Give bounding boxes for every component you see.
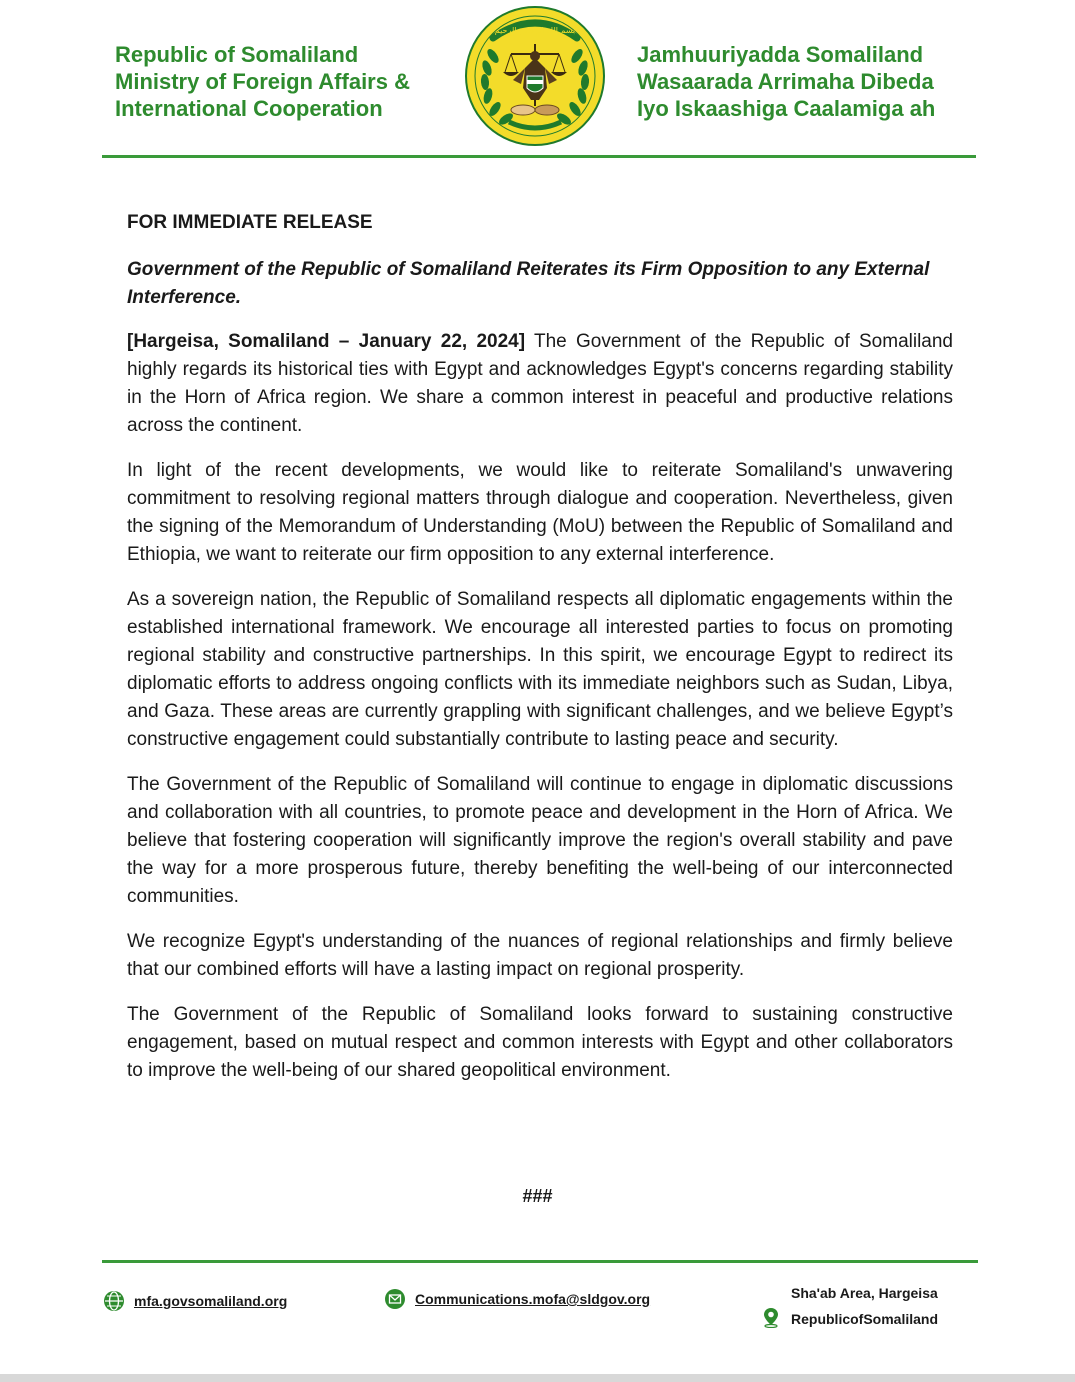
letterhead-english-line-2: Ministry of Foreign Affairs & xyxy=(115,69,410,94)
location-pin-icon xyxy=(760,1306,782,1328)
paragraph-6: The Government of the Republic of Somaliland looks forward to sustaining constructive engagement, based on mutual respect and common interests with Egypt and other collaborators to improve the well-being of our shared geopolitical environment. xyxy=(127,1004,953,1081)
address-line-2: RepublicofSomaliland xyxy=(791,1311,939,1327)
page-bottom-edge xyxy=(0,1374,1075,1382)
letterhead-english-line-1: Republic of Somaliland xyxy=(115,42,359,67)
seal-script: بسم الله الرحمن الرحيم xyxy=(494,26,576,35)
footer-address xyxy=(760,1280,938,1332)
paragraph-5: We recognize Egypt's understanding of the nuances of regional relationships and firmly believe that our combined efforts will have a lasting impact on regional prosperity. xyxy=(127,931,953,980)
paragraph-2: In light of the recent developments, we would like to reiterate Somaliland's unwavering commitment to resolving regional matters through dialogue and cooperation. Nevertheless, given the signing of the Memorandum of Understanding (MoU) between the Republic of Somaliland and Ethiopia, we want to reiterate our firm opposition to any external interference. xyxy=(127,460,953,565)
dateline: [Hargeisa, Somaliland – January 22, 2024] xyxy=(127,331,526,352)
paragraph-1-text: The Government of the Republic of Somaliland highly regards its historical ties with Egypt and acknowledges Egypt's concerns regarding stability in the Horn of Africa region. We share a common interest in peaceful and productive relations across the continent. xyxy=(127,331,953,436)
letterhead xyxy=(0,0,1075,160)
paragraph-4: The Government of the Republic of Somaliland will continue to engage in diplomatic discussions and collaboration with all countries, to promote peace and development in the Horn of Africa. We believe that fostering cooperation will significantly improve the region's overall stability and pave the way for a more prosperous future, thereby benefiting the well-being of our interconnected communities. xyxy=(127,774,953,907)
release-label: FOR IMMEDIATE RELEASE xyxy=(127,212,373,233)
envelope-icon xyxy=(384,1288,406,1310)
globe-icon xyxy=(103,1290,125,1312)
press-release-body xyxy=(127,210,953,1102)
letterhead-somali-line-1: Jamhuuriyadda Somaliland xyxy=(637,42,924,67)
letterhead-somali-line-3: Iyo Iskaashiga Caalamiga ah xyxy=(637,96,936,121)
letterhead-english xyxy=(115,41,410,122)
paragraph-1 xyxy=(127,328,953,440)
address-lines xyxy=(791,1280,938,1332)
footer-email[interactable] xyxy=(384,1288,650,1310)
website-link[interactable]: mfa.govsomaliland.org xyxy=(134,1293,288,1309)
letterhead-english-line-3: International Cooperation xyxy=(115,96,383,121)
address-line-1: Sha'ab Area, Hargeisa xyxy=(791,1285,938,1301)
letterhead-somali-line-2: Wasaarada Arrimaha Dibeda xyxy=(637,69,934,94)
email-link[interactable]: Communications.mofa@sldgov.org xyxy=(415,1291,651,1307)
somaliland-coat-of-arms-icon xyxy=(465,6,605,146)
headline: Government of the Republic of Somaliland Reiterates its Firm Opposition to any External Interference. xyxy=(127,259,930,308)
paragraph-3: As a sovereign nation, the Republic of Somaliland respects all diplomatic engagements within the established international framework. We encourage all interested parties to focus on promoting regional stability and constructive partnerships. In this spirit, we encourage Egypt to redirect its diplomatic efforts to address ongoing conflicts with its immediate neighbors such as Sudan, Libya, and Gaza. These areas are currently grappling with significant challenges, and we believe Egypt’s constructive engagement could substantially contribute to lasting peace and security. xyxy=(127,589,953,750)
end-mark: ### xyxy=(522,1186,553,1206)
header-divider xyxy=(102,155,976,158)
footer-divider xyxy=(102,1260,978,1263)
footer-website[interactable] xyxy=(103,1290,287,1312)
letterhead-somali xyxy=(637,41,935,122)
